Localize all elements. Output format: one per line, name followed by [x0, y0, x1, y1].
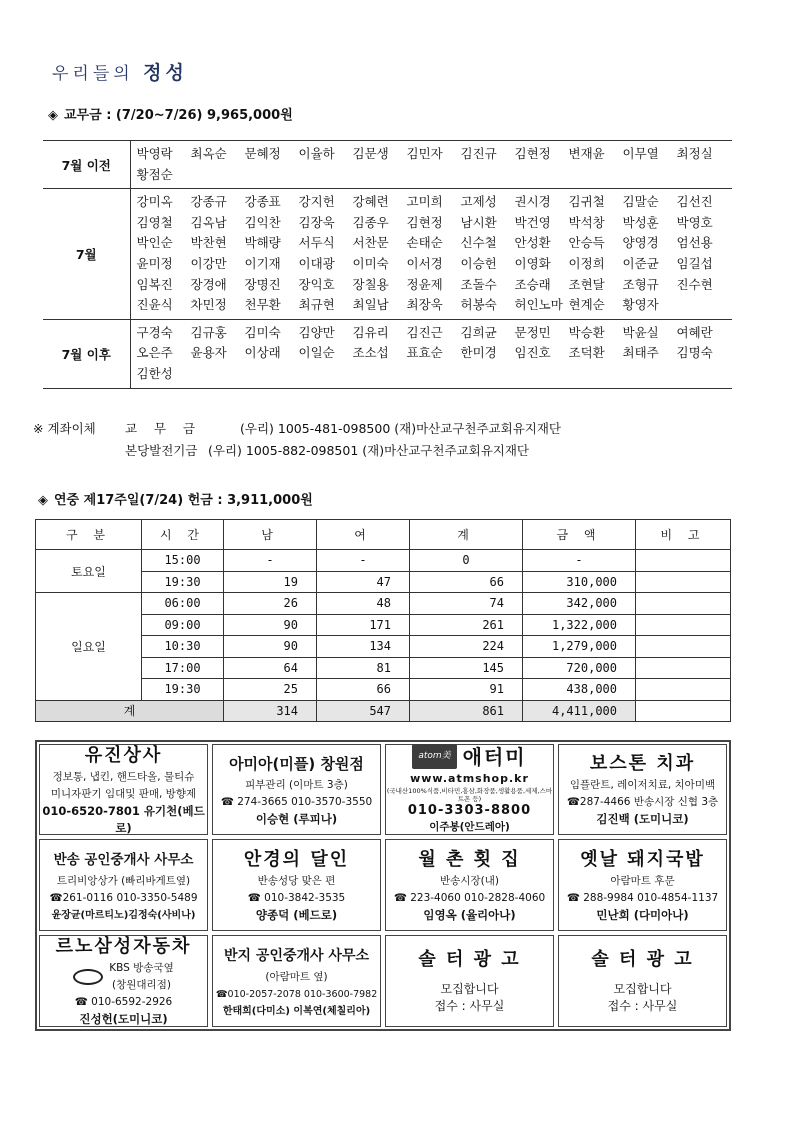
ad-small: (국내산100%식품,비타민,홍삼,화장품,생활용품,세제,스마트폰 등): [386, 786, 553, 803]
ad-line: (창원대리점): [112, 979, 171, 991]
donor-name: 고제성: [460, 194, 497, 210]
donor-name: 김진근: [406, 324, 443, 340]
donor-name: 최옥순: [190, 146, 227, 161]
ad-line: 반송시장(내): [440, 874, 499, 887]
donor-name: 박영호: [676, 214, 713, 230]
donor-name: 김문생: [352, 146, 389, 161]
ad-solteo-1: [385, 935, 554, 1027]
ad-contact: 양종덕 (베드로): [255, 907, 338, 922]
ad-line: 반송성당 맞은 편: [257, 874, 336, 887]
ad-name: 솔 터 광 고: [591, 949, 694, 970]
donor-name: 이대광: [298, 255, 335, 271]
donor-name: 김장욱: [298, 214, 335, 230]
female-cell: 47: [317, 571, 410, 593]
donor-name: 임진호: [514, 345, 551, 361]
donor-name: 최장욱: [406, 297, 443, 313]
ad-line: 임플란트, 레이저치료, 치아미백: [569, 779, 716, 791]
time-cell: 15:00: [142, 550, 224, 572]
ad-name: 르노삼성자동차: [55, 936, 192, 957]
total-label: 계: [36, 700, 224, 722]
donor-name: 황영자: [622, 297, 659, 313]
donor-name: 윤용자: [190, 345, 227, 361]
donor-name: 김한성: [136, 365, 173, 381]
ad-gukbap: [558, 839, 727, 931]
donor-name: 엄선용: [676, 235, 713, 251]
title-light: 우리들의: [52, 64, 134, 84]
account-info: [33, 418, 561, 462]
ad-contact: 이주봉(안드레아): [429, 820, 510, 833]
male-cell: 90: [224, 636, 317, 658]
donor-name: 조형규: [622, 276, 659, 292]
donor-name: 이기재: [244, 255, 281, 271]
ad-contact: 진성헌(도미니코): [79, 1012, 168, 1026]
ad-line: 모집합니다: [613, 982, 672, 996]
donor-name: 박석창: [568, 214, 605, 230]
col-header: 비 고: [636, 520, 731, 550]
ad-bansong-realty: [39, 839, 208, 931]
donor-name: 김유리: [352, 324, 389, 340]
total-cell: 224: [410, 636, 523, 658]
donor-name: 박인순: [136, 235, 173, 251]
attendance-heading: [38, 489, 313, 508]
note-cell: [636, 571, 731, 593]
day-cell: 토요일: [36, 550, 142, 593]
col-header: 금 액: [523, 520, 636, 550]
amount-cell: 342,000: [523, 593, 636, 615]
donor-name: 장명진: [244, 276, 281, 292]
offering-row: [43, 189, 732, 320]
time-cell: 09:00: [142, 614, 224, 636]
ad-name: 솔 터 광 고: [418, 949, 521, 970]
amount-cell: 310,000: [523, 571, 636, 593]
ad-contact: 010-6520-7801 유기천(베드로): [42, 803, 205, 835]
ad-contact: 임영옥 (율리아나): [423, 907, 516, 922]
donor-name: 여혜란: [676, 324, 713, 340]
ad-contact: 한태희(다미소) 이복연(체칠리아): [222, 1005, 371, 1017]
donor-name: 박성훈: [622, 214, 659, 230]
total-cell: 74: [410, 593, 523, 615]
donor-name: 김희균: [460, 324, 497, 340]
donor-name: 강종표: [244, 194, 281, 210]
donor-name: 강미옥: [136, 194, 173, 210]
ad-line: KBS 방송국옆: [109, 962, 174, 974]
donor-name: 표효순: [406, 345, 443, 361]
donor-name: 조소섭: [352, 345, 389, 361]
donor-name: 정윤제: [406, 276, 443, 292]
donor-name: 이승헌: [460, 255, 497, 271]
total-row: [36, 700, 731, 722]
diamond-icon: ◈: [38, 493, 48, 508]
donor-name: 김선진: [676, 194, 713, 210]
ad-solteo-2: [558, 935, 727, 1027]
ad-name: 유진상사: [84, 744, 163, 766]
donor-name: 양영경: [622, 235, 659, 251]
donor-name: 문정민: [514, 324, 551, 340]
total-cell: 0: [410, 550, 523, 572]
ad-line: 정보통, 냅킨, 핸드타올, 물티슈: [52, 770, 195, 783]
ad-line: ☎ 223-4060 010-2828-4060: [393, 891, 546, 904]
ad-name: 반송 공인중개사 사무소: [53, 851, 194, 868]
male-cell: 25: [224, 679, 317, 701]
ad-line: ☎010-2057-2078 010-3600-7982: [215, 988, 378, 1000]
total-cell: 66: [410, 571, 523, 593]
page-title: [52, 58, 188, 85]
donor-name: 김규홍: [190, 324, 227, 340]
female-cell: -: [317, 550, 410, 572]
note-cell: [636, 657, 731, 679]
donor-name: 조돌수: [460, 276, 497, 292]
atomy-logo: atom美: [412, 744, 456, 769]
donor-name: 허봉숙: [460, 297, 497, 313]
offering-period-label: 7월 이후: [43, 319, 130, 388]
amount-cell: 720,000: [523, 657, 636, 679]
ad-boston: [558, 744, 727, 835]
donor-name: 최일남: [352, 297, 389, 313]
note-cell: [636, 614, 731, 636]
ad-line: 접수 : 사무실: [434, 999, 505, 1013]
donor-name: 장익호: [298, 276, 335, 292]
ad-line: 모집합니다: [440, 982, 499, 996]
donor-name: 박해량: [244, 235, 281, 251]
donor-name: 박찬현: [190, 235, 227, 251]
donor-name: 이영화: [514, 255, 551, 271]
note-cell: [636, 679, 731, 701]
ad-line: ☎ 288-9984 010-4854-1137: [566, 891, 719, 904]
col-header: 구 분: [36, 520, 142, 550]
donor-name: 차민정: [190, 297, 227, 313]
ad-atomy: [385, 744, 554, 835]
offering-row: [43, 141, 732, 189]
donor-name: 강지헌: [298, 194, 335, 210]
col-header: 남: [224, 520, 317, 550]
ad-amia: [212, 744, 381, 835]
male-cell: -: [224, 550, 317, 572]
donor-name: 박윤실: [622, 324, 659, 340]
time-cell: 10:30: [142, 636, 224, 658]
ad-glasses: [212, 839, 381, 931]
ad-banji-realty: [212, 935, 381, 1027]
col-header: 여: [317, 520, 410, 550]
donor-name: 조덕환: [568, 345, 605, 361]
donor-name: 이미숙: [352, 255, 389, 271]
ad-name: 아미아(미플) 창원점: [229, 755, 364, 773]
donor-name: 이정희: [568, 255, 605, 271]
ad-line: 미니자판기 임대및 판매, 방향제: [50, 787, 197, 800]
ad-renault: [39, 935, 208, 1027]
donor-name: 이일순: [298, 345, 335, 361]
donor-name: 김영철: [136, 214, 173, 230]
donor-name: 고미희: [406, 194, 443, 210]
donor-name: 이강만: [190, 255, 227, 271]
donor-name: 서두식: [298, 235, 335, 251]
ad-line: 아람마트 후문: [610, 874, 675, 887]
male-total: 314: [224, 700, 317, 722]
donor-name: 김현정: [406, 214, 443, 230]
donor-name: 장칠용: [352, 276, 389, 292]
donor-name: 김양만: [298, 324, 335, 340]
donor-name: 구경숙: [136, 324, 173, 340]
donor-name: 진수현: [676, 276, 713, 292]
donor-name: 남시환: [460, 214, 497, 230]
female-cell: 66: [317, 679, 410, 701]
donor-name: 진윤식: [136, 297, 173, 313]
female-total: 547: [317, 700, 410, 722]
offering-heading-text: 교무금 : (7/20~7/26) 9,965,000원: [64, 108, 293, 123]
donor-name: 박영락: [136, 146, 173, 161]
ad-line: 접수 : 사무실: [607, 999, 678, 1013]
donor-name: 강종규: [190, 194, 227, 210]
offering-period-label: 7월 이전: [43, 141, 130, 189]
offering-row: [43, 319, 732, 388]
ad-phone: 010-3303-8800: [407, 802, 532, 818]
table-row: [36, 593, 731, 615]
donor-name: 현계순: [568, 297, 605, 313]
account-number: (우리) 1005-481-098500 (재)마산교구천주교회유지재단: [240, 421, 561, 436]
diamond-icon: ◈: [48, 108, 58, 123]
donor-name: 김옥남: [190, 214, 227, 230]
donor-name: 최규현: [298, 297, 335, 313]
donor-name: 권시경: [514, 194, 551, 210]
ads-grid: [35, 740, 731, 1031]
donor-name: 조현달: [568, 276, 605, 292]
amount-cell: 1,322,000: [523, 614, 636, 636]
note-cell: [636, 636, 731, 658]
donor-name: 김미숙: [244, 324, 281, 340]
donor-name: 천무환: [244, 297, 281, 313]
ad-name: 옛날 돼지국밥: [580, 848, 705, 870]
amount-cell: -: [523, 550, 636, 572]
amount-total: 4,411,000: [523, 700, 636, 722]
ad-name: 월 촌 횟 집: [418, 848, 521, 870]
ad-contact: 윤장균(마르티노)김정숙(사비나): [51, 909, 196, 921]
donor-name: 박건영: [514, 214, 551, 230]
donor-name: 장경애: [190, 276, 227, 292]
donor-name: 서찬문: [352, 235, 389, 251]
account-name: 본당발전기금: [125, 443, 198, 458]
donor-name: 한미경: [460, 345, 497, 361]
male-cell: 26: [224, 593, 317, 615]
male-cell: 64: [224, 657, 317, 679]
donor-name: 윤미정: [136, 255, 173, 271]
donor-name: 임복진: [136, 276, 173, 292]
donor-name: 임길섭: [676, 255, 713, 271]
total-cell: 145: [410, 657, 523, 679]
donor-name: 손태순: [406, 235, 443, 251]
donor-name: 김말순: [622, 194, 659, 210]
donor-name: 허인노마: [514, 297, 563, 313]
ad-name: 안경의 달인: [243, 848, 350, 870]
ad-line: 트리비앙상가 (빠리바게트옆): [56, 874, 191, 887]
col-header: 계: [410, 520, 523, 550]
ad-line: ☎ 010-6592-2926: [74, 996, 173, 1008]
donor-name: 박승환: [568, 324, 605, 340]
donor-name: 최정실: [676, 146, 713, 161]
donor-name: 김민자: [406, 146, 443, 161]
time-cell: 06:00: [142, 593, 224, 615]
donor-name: 강혜련: [352, 194, 389, 210]
amount-cell: 438,000: [523, 679, 636, 701]
offering-period-label: 7월: [43, 189, 130, 320]
note-cell: [636, 593, 731, 615]
donor-name: 김종우: [352, 214, 389, 230]
male-cell: 90: [224, 614, 317, 636]
ad-line: ☎261-0116 010-3350-5489: [49, 891, 198, 904]
female-cell: 81: [317, 657, 410, 679]
attendance-table: [35, 519, 731, 722]
renault-logo-icon: [73, 969, 103, 985]
donor-name: 김현정: [514, 146, 551, 161]
ad-name: 보스톤 치과: [589, 753, 696, 774]
donor-name: 문혜정: [244, 146, 281, 161]
donor-name: 신수철: [460, 235, 497, 251]
donor-name: 이서경: [406, 255, 443, 271]
donor-name: 김진규: [460, 146, 497, 161]
ad-yujin: [39, 744, 208, 835]
donor-name: 이준균: [622, 255, 659, 271]
time-cell: 19:30: [142, 571, 224, 593]
female-cell: 48: [317, 593, 410, 615]
donor-name: 이율하: [298, 146, 335, 161]
female-cell: 134: [317, 636, 410, 658]
offering-heading: [48, 104, 293, 123]
ad-line: ☎287-4466 반송시장 신협 3층: [566, 796, 719, 808]
donor-name: 안승득: [568, 235, 605, 251]
amount-cell: 1,279,000: [523, 636, 636, 658]
donor-name: 이상래: [244, 345, 281, 361]
donor-name: 최태주: [622, 345, 659, 361]
male-cell: 19: [224, 571, 317, 593]
ad-line: ☎ 010-3842-3535: [247, 891, 346, 904]
note-cell: [636, 550, 731, 572]
title-bold: 정성: [143, 62, 188, 84]
donor-name: 오은주: [136, 345, 173, 361]
ad-line: 피부관리 (이마트 3층): [245, 779, 348, 791]
donor-name: 이무열: [622, 146, 659, 161]
total-cell: 261: [410, 614, 523, 636]
donor-name: 조승래: [514, 276, 551, 292]
col-header: 시 간: [142, 520, 224, 550]
ad-url: www.atmshop.kr: [410, 771, 529, 785]
donor-name: 김귀철: [568, 194, 605, 210]
time-cell: 19:30: [142, 679, 224, 701]
total-cell: 91: [410, 679, 523, 701]
ad-contact: 민난희 (다미아나): [596, 907, 689, 922]
note-cell: [636, 700, 731, 722]
table-row: [36, 550, 731, 572]
attendance-heading-text: 연중 제17주일(7/24) 헌금 : 3,911,000원: [54, 493, 313, 508]
day-cell: 일요일: [36, 593, 142, 701]
account-number: (우리) 1005-882-098501 (재)마산교구천주교회유지재단: [208, 443, 529, 458]
ad-contact: 이승현 (루피나): [255, 812, 338, 826]
ad-sashimi: [385, 839, 554, 931]
donor-name: 황점순: [136, 166, 173, 182]
ad-line: (아람마트 옆): [265, 970, 328, 983]
ad-contact: 김진백 (도미니코): [596, 812, 689, 826]
offering-table: [43, 140, 732, 389]
ad-name: 애터미: [462, 744, 527, 769]
account-name: 교 무 금: [125, 421, 199, 436]
ad-line: ☎ 274-3665 010-3570-3550: [220, 796, 373, 808]
female-cell: 171: [317, 614, 410, 636]
donor-name: 김명숙: [676, 345, 713, 361]
donor-name: 김익찬: [244, 214, 281, 230]
time-cell: 17:00: [142, 657, 224, 679]
donor-name: 변재윤: [568, 146, 605, 161]
grand-total: 861: [410, 700, 523, 722]
account-prefix: ※ 계좌이체: [33, 421, 96, 436]
ad-name: 반지 공인중개사 사무소: [224, 947, 369, 964]
donor-name: 안성환: [514, 235, 551, 251]
